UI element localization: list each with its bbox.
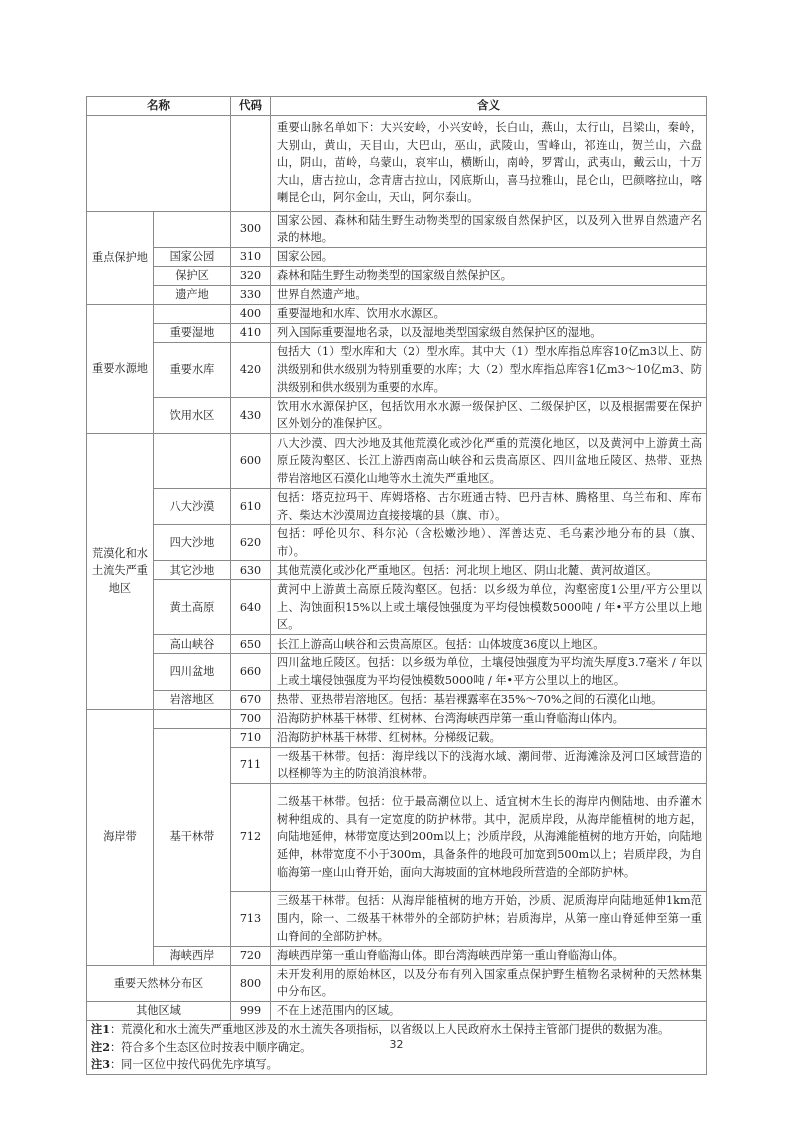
sub-name-cell: 八大沙漠 [154,488,231,524]
code-cell: 650 [231,635,271,654]
table-row [87,285,707,304]
ecological-location-code-table [86,96,707,1075]
note-label: 注3 [91,1057,110,1072]
group-name-natural-forest: 重要天然林分布区 [87,965,231,1001]
desc-cell: 一级基干林带。包括：海岸线以下的浅海水域、潮间带、近海滩涂及河口区域营造的以柽柳等为主的防浪消浪林带。 [271,747,707,783]
header-name: 名称 [87,97,231,116]
desc-cell: 三级基干林带。包括：从海岸能植树的地方开始，沙质、泥质海岸向陆地延伸1km范围内，除一、二级基干林带外的全部防护林；岩质海岸，从第一座山脊延伸至第一重山脊间的全部防护林。 [271,891,707,946]
sub-name-cell: 重要湿地 [154,323,231,342]
code-cell: 700 [231,709,271,728]
code-cell: 320 [231,266,271,285]
desc-cell: 其他荒漠化或沙化严重地区。包括：河北坝上地区、阴山北麓、黄河故道区。 [271,561,707,580]
desc-cell: 包括：塔克拉玛干、库姆塔格、古尔班通古特、巴丹吉林、腾格里、乌兰布和、库布齐、柴达木沙漠周边直接接壤的县（旗、市）。 [271,488,707,524]
table-row [87,211,707,247]
code-cell: 330 [231,285,271,304]
code-cell: 710 [231,728,271,747]
sub-name-cell: 遗产地 [154,285,231,304]
code-cell: 720 [231,946,271,965]
desc-cell: 海峡西岸第一重山脊临海山体。即台湾海峡西岸第一重山脊临海山体。 [271,946,707,965]
desc-cell: 四川盆地丘陵区。包括：以乡级为单位，土壤侵蚀强度为平均流失厚度3.7毫米 / 年以上或土壤侵蚀强度为平均侵蚀模数5000吨 / 年•平方公里以上的地区。 [271,654,707,690]
table-row [87,115,707,211]
sub-name-cell: 海峡西岸 [154,946,231,965]
note-1 [91,1021,702,1039]
table-row [87,525,707,561]
sub-name-cell: 饮用水区 [154,397,231,433]
desc-cell: 二级基干林带。包括：位于最高潮位以上、适宜树木生长的海岸内侧陆地、由乔灌木树种组成的、具有一定宽度的防护林带。其中，泥质岸段，从海岸能植树的地方起，向陆地延伸，林带宽度达到200m以上；沙质岸段，从海滩能植树的地方开始，向陆地延伸，林带宽度不小于300m，具备条件的地段可加宽到500m以上；岩质岸段，为自临海第一座山山脊开始，面向大海坡面的宜林地段所营造的全部防护林。 [271,783,707,891]
code-cell: 630 [231,561,271,580]
code-cell: 600 [231,433,271,488]
table-row [87,247,707,266]
sub-name-cell: 黄土高原 [154,580,231,635]
sub-name-cell: 重要水库 [154,342,231,397]
desc-cell: 国家公园。 [271,247,707,266]
note-text: ：符合多个生态区位时按表中顺序确定。 [109,1040,312,1054]
table-header-row [87,97,707,116]
desc-cell: 包括大（1）型水库和大（2）型水库。其中大（1）型水库指总库容10亿m3以上、防洪级别和供水级别为特别重要的水库；大（2）型水库指总库容1亿m3～10亿m3、防洪级别和供水级别为重要的水库。 [271,342,707,397]
code-cell: 800 [231,965,271,1001]
table-row [87,323,707,342]
group-name-water-source: 重要水源地 [87,304,154,433]
sub-name-backbone-forest-belt: 基干林带 [154,728,231,946]
desc-cell: 包括：呼伦贝尔、科尔沁（含松嫩沙地）、浑善达克、毛乌素沙地分布的县（旗、市）。 [271,525,707,561]
code-cell: 712 [231,783,271,891]
table-row [87,635,707,654]
table-row [87,709,707,728]
sub-name-cell: 四川盆地 [154,654,231,690]
code-cell: 999 [231,1001,271,1020]
group-name-other: 其他区域 [87,1001,231,1020]
table-row [87,946,707,965]
code-cell: 410 [231,323,271,342]
desc-cell: 重要湿地和水库、饮用水水源区。 [271,304,707,323]
sub-name-cell [154,304,231,323]
table-row [87,690,707,709]
code-cell: 610 [231,488,271,524]
table-row [87,488,707,524]
sub-name-cell: 四大沙地 [154,525,231,561]
desc-cell: 八大沙漠、四大沙地及其他荒漠化或沙化严重的荒漠化地区，以及黄河中上游黄土高原丘陵沟壑区、长江上游西南高山峡谷和云贵高原区、四川盆地丘陵区、热带、亚热带岩溶地区石漠化山地等水土流失严重地区。 [271,433,707,488]
table-row [87,1001,707,1020]
note-label: 注2 [91,1039,110,1054]
table-row [87,561,707,580]
desc-cell: 饮用水水源保护区，包括饮用水水源一级保护区、二级保护区，以及根据需要在保护区外划分的准保护区。 [271,397,707,433]
table-row [87,965,707,1001]
desc-cell: 长江上游高山峡谷和云贵高原区。包括：山体坡度36度以上地区。 [271,635,707,654]
sub-name-cell [154,433,231,488]
table-row [87,304,707,323]
code-cell: 420 [231,342,271,397]
table-row [87,580,707,635]
code-cell: 300 [231,211,271,247]
desc-cell: 国家公园、森林和陆生野生动物类型的国家级自然保护区，以及列入世界自然遗产名录的林地。 [271,211,707,247]
sub-name-cell [154,211,231,247]
code-cell: 640 [231,580,271,635]
desc-cell: 世界自然遗产地。 [271,285,707,304]
desc-cell: 森林和陆生野生动物类型的国家级自然保护区。 [271,266,707,285]
sub-name-cell [154,709,231,728]
group-name-key-protected: 重点保护地 [87,211,154,304]
table-row [87,397,707,433]
sub-name-cell: 保护区 [154,266,231,285]
group-name-desertification: 荒漠化和水土流失严重地区 [87,433,154,709]
group-name-coastal: 海岸带 [87,709,154,965]
desc-cell: 列入国际重要湿地名录，以及湿地类型国家级自然保护区的湿地。 [271,323,707,342]
table-row [87,342,707,397]
sub-name-cell: 岩溶地区 [154,690,231,709]
table-row [87,654,707,690]
code-cell [231,115,271,211]
desc-cell: 黄河中上游黄土高原丘陵沟壑区。包括：以乡级为单位，沟壑密度1公里/平方公里以上、沟蚀面积15%以上或土壤侵蚀强度为平均侵蚀模数5000吨 / 年•平方公里以上地区。 [271,580,707,635]
name-cell [87,115,231,211]
header-meaning: 含义 [271,97,707,116]
table-row [87,266,707,285]
code-cell: 620 [231,525,271,561]
code-cell: 670 [231,690,271,709]
note-text: ：荒漠化和水土流失严重地区涉及的水土流失各项指标，以省级以上人民政府水土保持主管部门提供的数据为准。 [109,1022,670,1036]
sub-name-cell: 高山峡谷 [154,635,231,654]
desc-cell: 沿海防护林基干林带、红树林、台湾海峡西岸第一重山脊临海山体内。 [271,709,707,728]
code-cell: 400 [231,304,271,323]
desc-cell: 重要山脉名单如下：大兴安岭，小兴安岭，长白山，燕山，太行山，吕梁山，秦岭，大别山，黄山，天目山，大巴山，巫山，武陵山，雪峰山，祁连山，贺兰山，六盘山，阴山，苗岭，乌蒙山，哀牢山，横断山，南岭，罗霄山，武夷山，戴云山，十万大山，唐古拉山，念青唐古拉山，冈底斯山，喜马拉雅山，昆仑山，巴颜喀拉山，喀喇昆仑山，阿尔金山，天山，阿尔泰山。 [271,115,707,211]
desc-cell: 沿海防护林基干林带、红树林。分梯级记载。 [271,728,707,747]
table-row [87,433,707,488]
desc-cell: 不在上述范围内的区域。 [271,1001,707,1020]
code-cell: 713 [231,891,271,946]
desc-cell: 未开发利用的原始林区，以及分布有列入国家重点保护野生植物名录树种的天然林集中分布区。 [271,965,707,1001]
desc-cell: 热带、亚热带岩溶地区。包括：基岩裸露率在35%～70%之间的石漠化山地。 [271,690,707,709]
table-row [87,728,707,747]
code-cell: 711 [231,747,271,783]
page-number: 32 [389,1038,404,1051]
note-label: 注1 [91,1021,110,1036]
header-code: 代码 [231,97,271,116]
note-text: ：同一区位中按代码优先序填写。 [109,1058,278,1072]
code-cell: 660 [231,654,271,690]
sub-name-cell: 国家公园 [154,247,231,266]
code-cell: 310 [231,247,271,266]
code-cell: 430 [231,397,271,433]
sub-name-cell: 其它沙地 [154,561,231,580]
document-page [86,96,706,1075]
note-3 [91,1056,702,1074]
